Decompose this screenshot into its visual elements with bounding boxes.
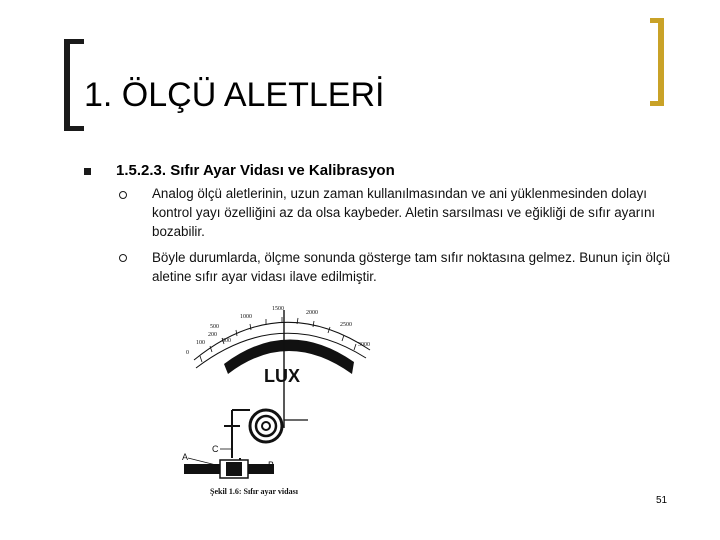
scale-label: 2500	[340, 322, 352, 328]
title-bracket-right	[650, 18, 664, 106]
page-number: 51	[656, 495, 668, 506]
scale-label: 1500	[272, 306, 284, 312]
section-heading: 1.5.2.3. Sıfır Ayar Vidası ve Kalibrasyon	[116, 162, 395, 179]
scale-label: 2000	[306, 310, 318, 316]
meter-unit-label: LUX	[264, 366, 300, 386]
paragraph-2: Böyle durumlarda, ölçme sonunda gösterge tam sıfır noktasına gelmez. Bunun için ölçü aletine sıfır ayar vidası ilave edilmiştir.	[152, 250, 671, 284]
zero-adjust-figure	[180, 298, 380, 502]
square-bullet-icon	[84, 168, 91, 175]
screw-head	[226, 462, 242, 476]
circle-bullet-icon	[119, 191, 127, 199]
part-label-a: A	[182, 452, 189, 462]
slide-title: 1. ÖLÇÜ ALETLERİ	[84, 76, 385, 114]
paragraph-1: Analog ölçü aletlerinin, uzun zaman kullanılmasından ve ani yüklenmesinden dolayı kontrol yayı özelliğini az da olsa kaybeder. Aletin sarsılması ve eğikliği de sıfır ayarını bozabilir.	[152, 186, 656, 239]
title-bracket-left	[64, 39, 84, 131]
circle-bullet-icon	[119, 254, 127, 262]
figure-caption: Şekil 1.6: Sıfır ayar vidası	[210, 487, 298, 496]
scale-label: 100	[196, 340, 205, 346]
part-label-b: B	[268, 460, 275, 470]
part-label-c: C	[212, 444, 219, 454]
scale-label: 3000	[358, 342, 370, 348]
scale-label: 1000	[240, 314, 252, 320]
scale-label: 200	[208, 332, 217, 338]
scale-label: 0	[186, 350, 189, 356]
scale-label: 500	[210, 324, 219, 330]
scale-label: 300	[222, 338, 231, 344]
spiral-spring	[250, 410, 282, 442]
